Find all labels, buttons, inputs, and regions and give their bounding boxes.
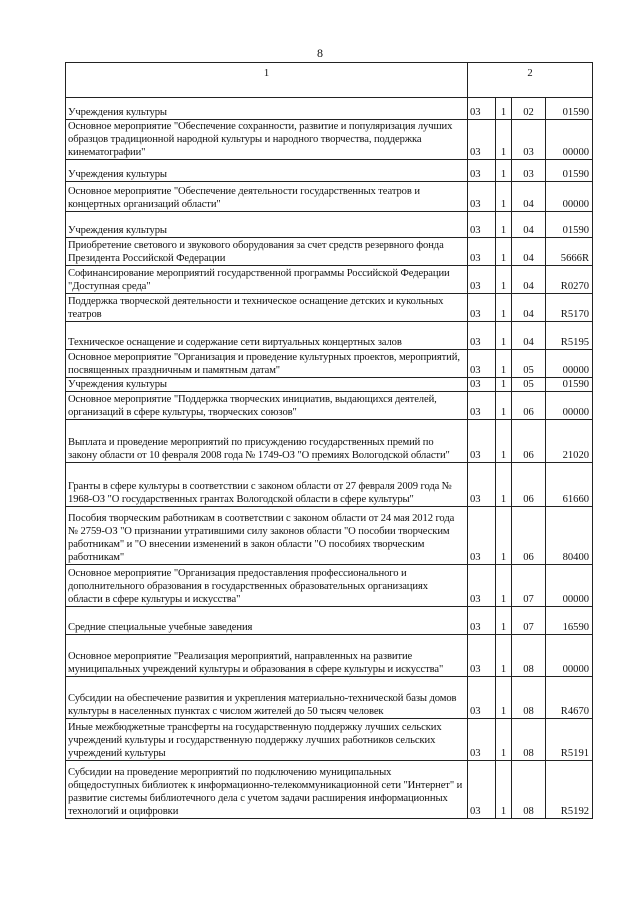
row-subprogram-cell: 05 [512,350,546,378]
row-section-cell: 03 [468,160,496,182]
row-code-cell: R5170 [546,294,593,322]
row-program-cell: 1 [496,350,512,378]
row-code-cell: 00000 [546,120,593,160]
row-section-cell: 03 [468,294,496,322]
row-section-cell: 03 [468,565,496,607]
row-name-cell: Учреждения культуры [66,98,468,120]
row-program-cell: 1 [496,719,512,761]
table-row [66,565,593,607]
row-section-cell: 03 [468,761,496,819]
row-name-cell: Основное мероприятие "Организация предоставления профессионального и дополнительного образования в государственных образовательных организациях области в сфере культуры и искусства" [66,565,468,607]
row-subprogram-cell: 08 [512,761,546,819]
row-name-cell: Учреждения культуры [66,212,468,238]
table-row [66,294,593,322]
row-section-cell: 03 [468,350,496,378]
table-row [66,392,593,420]
table-header-row [66,63,593,98]
row-program-cell: 1 [496,607,512,635]
row-program-cell: 1 [496,322,512,350]
row-program-cell: 1 [496,420,512,463]
row-name-cell: Субсидии на обеспечение развития и укрепления материально-технической базы домов культуры в населенных пунктах с числом жителей до 50 тысяч человек [66,677,468,719]
row-code-cell: 80400 [546,507,593,565]
row-name-cell: Иные межбюджетные трансферты на государственную поддержку лучших сельских учреждений культуры и государственную поддержку лучших работников сельских учреждений культуры [66,719,468,761]
table-row [66,266,593,294]
row-name-cell: Средние специальные учебные заведения [66,607,468,635]
row-subprogram-cell: 07 [512,565,546,607]
row-code-cell: 00000 [546,350,593,378]
row-code-cell: R4670 [546,677,593,719]
table-row [66,677,593,719]
row-section-cell: 03 [468,98,496,120]
row-section-cell: 03 [468,212,496,238]
row-name-cell: Основное мероприятие "Обеспечение сохранности, развитие и популяризация лучших образцов традиционной народной культуры и народного творчества, поддержка кинематографии" [66,120,468,160]
row-name-cell: Софинансирование мероприятий государственной программы Российской Федерации "Доступная среда" [66,266,468,294]
row-section-cell: 03 [468,378,496,392]
row-program-cell: 1 [496,635,512,677]
row-code-cell: R5195 [546,322,593,350]
row-code-cell: 21020 [546,420,593,463]
row-program-cell: 1 [496,392,512,420]
row-code-cell: 01590 [546,98,593,120]
row-code-cell: 00000 [546,392,593,420]
row-code-cell: 16590 [546,607,593,635]
row-program-cell: 1 [496,160,512,182]
row-name-cell: Субсидии на проведение мероприятий по подключению муниципальных общедоступных библиотек к информационно-телекоммуникационной сети "Интернет" и развитие системы библиотечного дела с учетом задачи расширения информационных технологий и оцифровки [66,761,468,819]
row-subprogram-cell: 06 [512,420,546,463]
row-program-cell: 1 [496,182,512,212]
row-subprogram-cell: 06 [512,392,546,420]
row-name-cell: Учреждения культуры [66,160,468,182]
row-program-cell: 1 [496,238,512,266]
row-code-cell: R0270 [546,266,593,294]
row-section-cell: 03 [468,719,496,761]
row-code-cell: 01590 [546,212,593,238]
row-program-cell: 1 [496,565,512,607]
table-row [66,761,593,819]
row-subprogram-cell: 07 [512,607,546,635]
row-program-cell: 1 [496,507,512,565]
table-row [66,719,593,761]
row-program-cell: 1 [496,463,512,507]
row-name-cell: Основное мероприятие "Обеспечение деятельности государственных театров и концертных организаций области" [66,182,468,212]
row-section-cell: 03 [468,635,496,677]
table-row [66,420,593,463]
row-section-cell: 03 [468,420,496,463]
table-row [66,182,593,212]
row-code-cell: 5666R [546,238,593,266]
header-col-1: 1 [66,63,468,98]
header-col-2: 2 [468,63,593,98]
row-name-cell: Гранты в сфере культуры в соответствии с законом области от 27 февраля 2009 года № 1968-ОЗ "О государственных грантах Вологодской области в сфере культуры" [66,463,468,507]
row-subprogram-cell: 06 [512,463,546,507]
row-name-cell: Основное мероприятие "Реализация мероприятий, направленных на развитие муниципальных учреждений культуры и образования в сфере культуры и искусства" [66,635,468,677]
row-name-cell: Учреждения культуры [66,378,468,392]
row-section-cell: 03 [468,182,496,212]
row-subprogram-cell: 08 [512,635,546,677]
row-subprogram-cell: 03 [512,120,546,160]
row-subprogram-cell: 08 [512,677,546,719]
row-subprogram-cell: 08 [512,719,546,761]
row-name-cell: Приобретение светового и звукового оборудования за счет средств резервного фонда Президента Российской Федерации [66,238,468,266]
table-row [66,238,593,266]
table-row [66,378,593,392]
row-subprogram-cell: 05 [512,378,546,392]
table-row [66,322,593,350]
row-program-cell: 1 [496,294,512,322]
table-row [66,350,593,378]
row-code-cell: 00000 [546,635,593,677]
row-program-cell: 1 [496,266,512,294]
row-program-cell: 1 [496,98,512,120]
table-row [66,212,593,238]
row-name-cell: Поддержка творческой деятельности и техническое оснащение детских и кукольных театров [66,294,468,322]
row-section-cell: 03 [468,507,496,565]
row-section-cell: 03 [468,120,496,160]
row-subprogram-cell: 02 [512,98,546,120]
row-code-cell: 00000 [546,182,593,212]
row-subprogram-cell: 04 [512,212,546,238]
table-row [66,120,593,160]
row-code-cell: R5192 [546,761,593,819]
row-subprogram-cell: 04 [512,182,546,212]
row-section-cell: 03 [468,266,496,294]
row-code-cell: 61660 [546,463,593,507]
row-subprogram-cell: 04 [512,238,546,266]
table-row [66,635,593,677]
row-subprogram-cell: 04 [512,266,546,294]
row-section-cell: 03 [468,607,496,635]
table-row [66,607,593,635]
row-name-cell: Выплата и проведение мероприятий по присуждению государственных премий по закону области от 10 февраля 2008 года № 1749-ОЗ "О премиях Вологодской области" [66,420,468,463]
table-row [66,98,593,120]
budget-table [65,62,593,819]
table-row [66,160,593,182]
row-code-cell: 01590 [546,160,593,182]
row-code-cell: 00000 [546,565,593,607]
row-section-cell: 03 [468,392,496,420]
row-section-cell: 03 [468,463,496,507]
row-section-cell: 03 [468,677,496,719]
row-program-cell: 1 [496,378,512,392]
table-row [66,507,593,565]
row-section-cell: 03 [468,322,496,350]
row-subprogram-cell: 04 [512,322,546,350]
table-row [66,463,593,507]
row-subprogram-cell: 03 [512,160,546,182]
row-program-cell: 1 [496,677,512,719]
row-code-cell: 01590 [546,378,593,392]
row-name-cell: Основное мероприятие "Организация и проведение культурных проектов, мероприятий, посвященных праздничным и памятным датам" [66,350,468,378]
row-name-cell: Основное мероприятие "Поддержка творческих инициатив, выдающихся деятелей, организаций в сфере культуры, творческих союзов" [66,392,468,420]
row-program-cell: 1 [496,212,512,238]
row-subprogram-cell: 04 [512,294,546,322]
row-name-cell: Пособия творческим работникам в соответствии с законом области от 24 мая 2012 года № 2759-ОЗ "О признании утратившими силу законов области "О пособии творческим работникам" и "О внесении изменений в закон области "О пособиях творческим работникам" [66,507,468,565]
row-subprogram-cell: 06 [512,507,546,565]
row-program-cell: 1 [496,761,512,819]
page-number: 8 [317,46,323,60]
row-name-cell: Техническое оснащение и содержание сети виртуальных концертных залов [66,322,468,350]
row-code-cell: R5191 [546,719,593,761]
row-section-cell: 03 [468,238,496,266]
row-program-cell: 1 [496,120,512,160]
